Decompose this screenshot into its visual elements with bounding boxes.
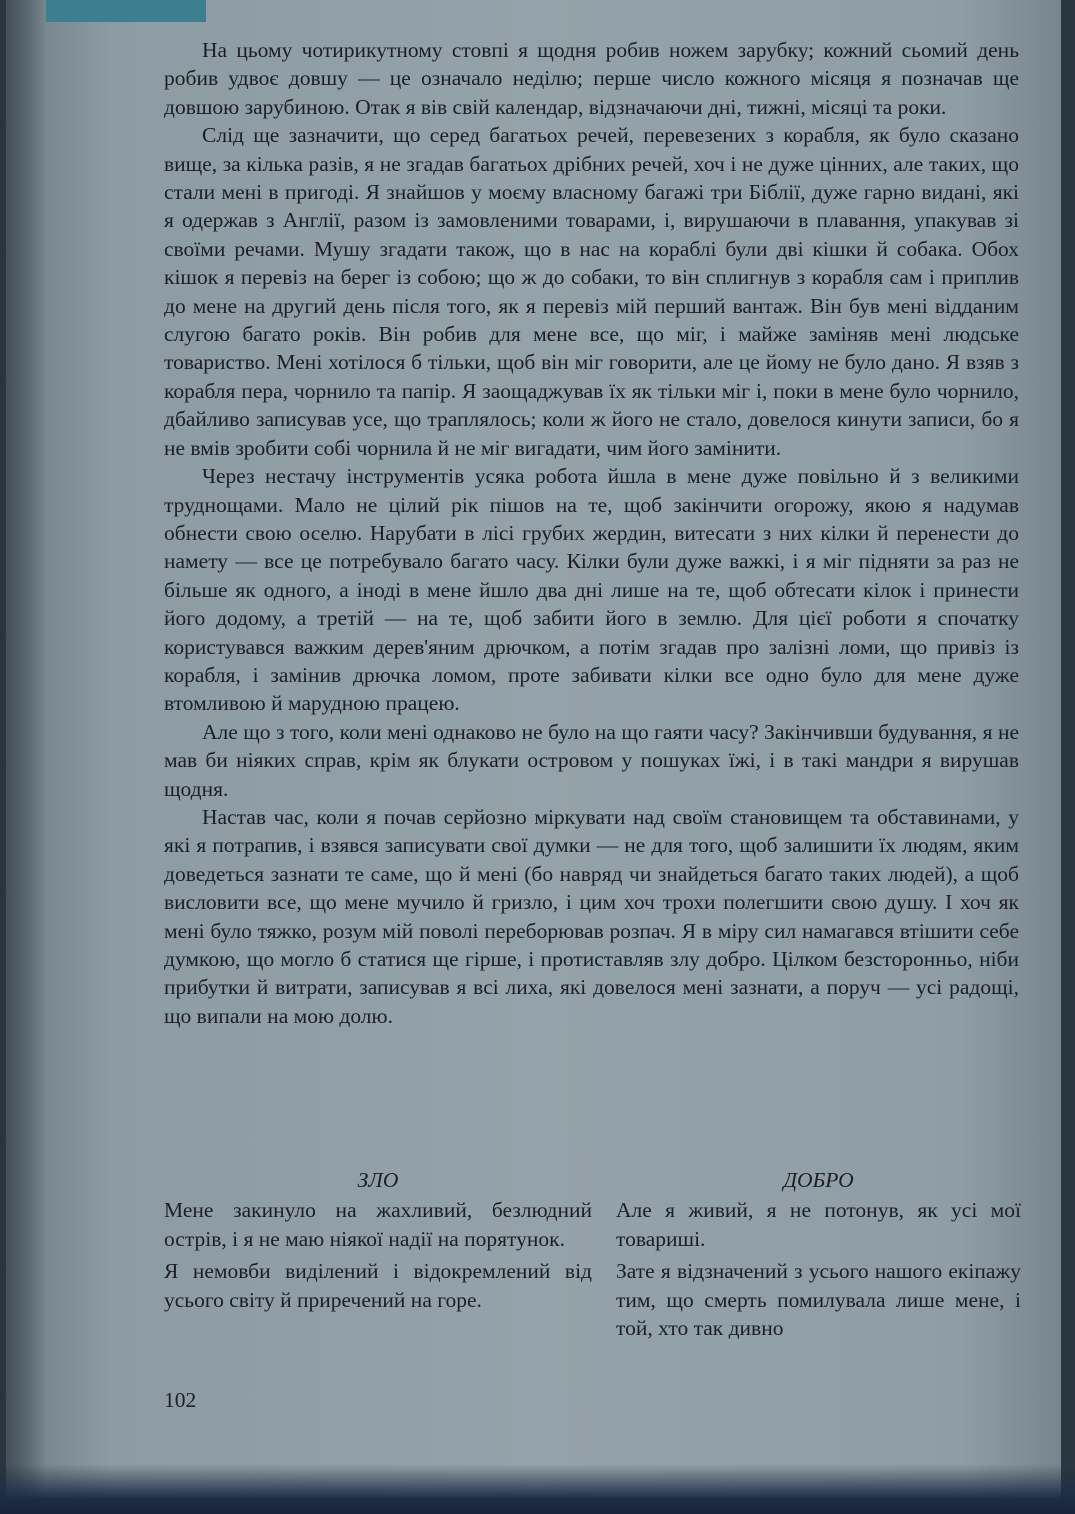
book-page (6, 0, 1066, 1514)
paragraph-2: Слід ще зазначити, що серед багатьох речей, перевезених з корабля, як було сказано вище, за кілька разів, я не згадав багатьох дрібних речей, хоч і не дуже цінних, але таких, що стали мені в пригоді. Я знайшов у моєму власному багажі три Біблії, дуже гарно видані, які я одержав з Англії, разом із замовленими товарами, і, вирушаючи в плавання, упакував зі своїми речами. Мушу згадати також, що в нас на кораблі були дві кішки й собака. Обох кішок я перевіз на берег із собою; що ж до собаки, то він сплигнув з корабля сам і приплив до мене на другий день після того, як я перевіз мій перший вантаж. Він був мені відданим слугою багато років. Він робив для мене все, що міг, і майже заміняв мені людське товариство. Мені хотілося б тільки, щоб він міг говорити, але це йому не було дано. Я взяв з корабля пера, чорнило та папір. Я заощаджував їх як тільки міг і, поки в мене було чорнило, дбайливо записував усе, що траплялось; коли ж його не стало, довелося кинути записи, бо я не вмів зробити собі чорнила й не міг вигадати, чим його замінити. (164, 123, 1019, 460)
good-column (616, 1166, 1021, 1346)
evil-header: ЗЛО (357, 1168, 399, 1192)
body-text (164, 36, 1019, 1030)
page-number: 102 (164, 1388, 197, 1412)
evil-item: Мене закинуло на жахливий, безлюдний острів, і я не маю ніякої надії на порятунок. (164, 1198, 592, 1251)
paragraph-5: Настав час, коли я почав серйозно міркувати над своїм становищем та обставинами, у які я потрапив, і взявся записувати свої думки — не для того, щоб залишити їх людям, яким доведеться зазнати те саме, що й мені (бо навряд чи знайдеться багато таких людей), а щоб висловити все, що мене мучило й гризло, і цим хоч трохи полегшити свою душу. І хоч як мені було тяжко, розум мій поволі переборював розпач. Я в міру сил намагався втішити себе думкою, що могло б статися ще гірше, і протиставляв злу добро. Цілком безсторонньо, ніби прибутки й витрати, записував я всі лиха, які довелося мені зазнати, а поруч — усі радощі, що випали на мою долю. (164, 804, 1019, 1028)
good-item: Зате я відзначений з усього нашого екіпажу тим, що смерть помилувала лише мене, і той, хто так дивно (616, 1259, 1021, 1341)
page-edge (1061, 0, 1075, 1514)
bottom-edge (0, 1464, 1075, 1514)
binding-shadow (6, 0, 46, 1514)
good-header: ДОБРО (783, 1168, 854, 1192)
paragraph-1: На цьому чотирикутному стовпі я щодня робив ножем зарубку; кожний сьомий день робив удвоє довшу — це означало неділю; перше число кожного місяця я позначав ще довшою зарубиною. Отак я вів свій календар, відзначаючи дні, тижні, місяці та роки. (164, 38, 1019, 119)
paragraph-4: Але що з того, коли мені однаково не було на що гаяти часу? Закінчивши будування, я не мав би ніяких справ, крім як блукати островом у пошуках їжі, і в такі мандри я вирушав щодня. (164, 719, 1019, 801)
good-item: Але я живий, я не потонув, як усі мої товариші. (616, 1198, 1021, 1251)
evil-item: Я немовби виділений і відокремлений від усього світу й приречений на горе. (164, 1259, 592, 1312)
corner-tab (46, 0, 206, 22)
evil-column (164, 1166, 592, 1318)
paragraph-3: Через нестачу інструментів усяка робота йшла в мене дуже повільно й з великими труднощами. Мало не цілий рік пішов на те, щоб закінчити огорожу, якою я надумав обнести свою оселю. Нарубати в лісі грубих жердин, витесати з них кілки й перенести до намету — все це потребувало багато часу. Кілки були дуже важкі, і я міг підняти за раз не більше як одного, а іноді в мене йшло два дні лише на те, щоб обтесати кілок і принести його додому, а третій — на те, щоб забити його в землю. Для цієї роботи я спочатку користувався важким дерев'яним дрючком, а потім згадав про залізні ломи, що привіз із корабля, і замінив дрючка ломом, проте забивати кілки все одно було для мене дуже втомливою й марудною працею. (164, 464, 1019, 716)
